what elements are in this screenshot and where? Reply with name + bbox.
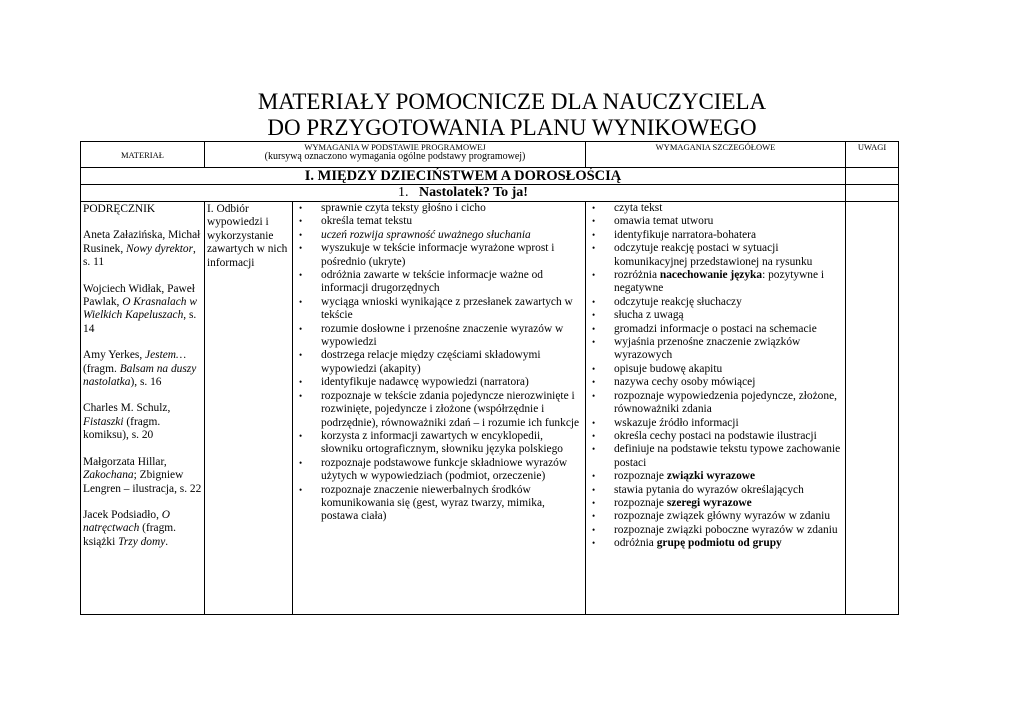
material-title: Fistaszki: [83, 415, 124, 428]
bullet-icon: •: [299, 457, 303, 468]
detailed-item: [588, 524, 843, 537]
bullet-icon: •: [592, 323, 596, 334]
requirement-text: korzysta z informacji zawartych w encyklopedii, słowniku ortograficznym, słowniku języka polskiego: [321, 429, 564, 456]
material-heading: PODRĘCZNIK: [83, 203, 156, 215]
material-author: Jacek Podsiadło,: [83, 508, 162, 521]
detailed-text: rozpoznaje: [614, 496, 667, 509]
requirement-item: [295, 484, 583, 524]
detailed-text: rozpoznaje związki poboczne wyrazów w zdaniu: [614, 523, 838, 536]
requirement-item: [295, 242, 583, 269]
detailed-item: [588, 497, 843, 510]
detailed-text: nazywa cechy osoby mówiącej: [614, 376, 756, 389]
bullet-icon: •: [299, 484, 303, 495]
requirement-item: [295, 376, 583, 389]
plan-table: [80, 141, 899, 615]
requirement-text: uczeń rozwija sprawność uważnego słuchania: [321, 228, 531, 241]
detailed-text: stawia pytania do wyrazów określających: [614, 483, 804, 496]
header-uwagi: UWAGI: [846, 142, 899, 168]
topic-number: 1.: [398, 185, 409, 200]
detailed-bold-term: szeregi wyrazowe: [666, 496, 752, 509]
bullet-icon: •: [592, 538, 596, 549]
requirement-text: określa temat tekstu: [321, 215, 413, 228]
section-title: I. MIĘDZY DZIECIŃSTWEM A DOROSŁOŚCIĄ: [81, 168, 846, 185]
detailed-text: rozpoznaje związek główny wyrazów w zdaniu: [614, 510, 831, 523]
detailed-text: słucha z uwagą: [614, 309, 684, 322]
detailed-item: [588, 309, 843, 322]
detailed-text: omawia temat utworu: [614, 215, 714, 228]
document-title-line-2: DO PRZYGOTOWANIA PLANU WYNIKOWEGO: [267, 115, 757, 140]
material-source-title: Balsam na duszy nastolatka: [83, 362, 197, 389]
detailed-item: [588, 215, 843, 228]
requirement-item: [295, 323, 583, 350]
bullet-icon: •: [299, 350, 303, 361]
detailed-text: rozpoznaje wypowiedzenia pojedyncze, złożone, równoważniki zdania: [614, 389, 837, 416]
requirement-item: [295, 349, 583, 376]
bullet-icon: •: [592, 417, 596, 428]
detailed-text: odczytuje reakcję słuchaczy: [614, 295, 742, 308]
material-author: Charles M. Schulz,: [83, 402, 171, 415]
bullet-icon: •: [592, 216, 596, 227]
bullet-icon: •: [592, 270, 596, 281]
material-entry: [83, 349, 202, 389]
requirement-text: rozpoznaje znaczenie niewerbalnych środków komunikowania się (gest, wyraz twarzy, mimika, postawa ciała): [321, 483, 545, 523]
requirements-list: [295, 202, 583, 524]
material-page: , s. 11: [83, 242, 196, 269]
detailed-text: opisuje budowę akapitu: [614, 362, 723, 375]
detailed-text: gromadzi informacje o postaci na schemacie: [614, 322, 817, 335]
detailed-item: [588, 269, 843, 296]
bullet-icon: •: [592, 484, 596, 495]
bullet-icon: •: [592, 444, 596, 455]
material-title: Zakochana: [83, 469, 134, 482]
detailed-item: [588, 363, 843, 376]
header-wymagania-podstawa-note: (kursywą oznaczono wymagania ogólne podstawy programowej): [264, 151, 526, 162]
bullet-icon: •: [299, 203, 303, 213]
bullet-icon: •: [592, 337, 596, 348]
requirement-item: [295, 430, 583, 457]
detailed-item: [588, 443, 843, 470]
material-note: (fragm. książki: [83, 522, 176, 548]
detailed-text: wyjaśnia przenośne znaczenie związków wyrazowych: [614, 336, 801, 362]
detailed-item: [588, 242, 843, 269]
material-author: Wojciech Widłak, Paweł Pawlak,: [83, 282, 195, 309]
bullet-icon: •: [592, 296, 596, 307]
document-title-line-1: MATERIAŁY POMOCNICZE DLA NAUCZYCIELA: [257, 89, 767, 114]
detailed-item: [588, 376, 843, 389]
detailed-item: [588, 202, 843, 215]
detailed-text: rozpoznaje: [614, 470, 667, 483]
material-cell: [81, 202, 205, 615]
requirement-text: rozpoznaje podstawowe funkcje składniowe wyrazów użytych w wypowiedziach (podmiot, orzeczenie): [321, 456, 568, 483]
detailed-text: wskazuje źródło informacji: [614, 416, 739, 429]
requirement-text: dostrzega relacje między częściami składowymi wypowiedzi (akapity): [321, 349, 541, 375]
material-entry: [83, 456, 202, 496]
requirement-text: wyszukuje w tekście informacje wyrażone wprost i pośrednio (ukryte): [321, 242, 555, 268]
odbior-cell: I. Odbiór wypowiedzi i wykorzystanie zawartych w nich informacji: [205, 202, 293, 615]
material-title: Nowy dyrektor: [126, 242, 194, 255]
detailed-bold-term: nacechowanie języka: [659, 269, 763, 282]
material-page: ), s. 16: [130, 376, 162, 389]
bullet-icon: •: [299, 229, 303, 240]
material-entry: [83, 283, 202, 337]
detailed-text: identyfikuje narratora-bohatera: [614, 228, 757, 241]
requirement-text: rozumie dosłowne i przenośne znaczenie wyrazów w wypowiedzi: [321, 322, 564, 349]
detailed-text: odczytuje reakcję postaci w sytuacji komunikacyjnej przedstawionej na rysunku: [614, 242, 813, 268]
requirement-text: wyciąga wnioski wynikające z przesłanek zawartych w tekście: [321, 295, 573, 322]
bullet-icon: •: [592, 524, 596, 535]
detailed-requirements-list: [588, 202, 843, 551]
bullet-icon: •: [299, 377, 303, 388]
bullet-icon: •: [592, 430, 596, 441]
material-author: Aneta Załazińska, Michał Rusinek,: [83, 229, 201, 255]
detailed-item: [588, 390, 843, 417]
bullet-icon: •: [299, 323, 303, 334]
detailed-text: określa cechy postaci na podstawie ilustracji: [614, 429, 817, 442]
header-wymagania-podstawa: [205, 142, 586, 168]
detailed-item: [588, 484, 843, 497]
detailed-cell: [586, 202, 846, 615]
bullet-icon: •: [592, 390, 596, 401]
requirement-item: [295, 269, 583, 296]
detailed-text: definiuje na podstawie tekstu typowe zachowanie postaci: [614, 443, 841, 469]
material-entry: [83, 509, 202, 549]
detailed-item: [588, 229, 843, 242]
material-page: ; Zbigniew Lengren – ilustracja, s. 22: [83, 469, 202, 495]
bullet-icon: •: [592, 243, 596, 254]
bullet-icon: •: [592, 310, 596, 321]
material-note: (fragm.: [83, 362, 120, 375]
detailed-item: [588, 430, 843, 443]
requirement-item: [295, 390, 583, 430]
header-wymagania-szczegolowe: WYMAGANIA SZCZEGÓŁOWE: [586, 142, 846, 168]
requirement-text: odróżnia zawarte w tekście informacje ważne od informacji drugorzędnych: [321, 269, 544, 295]
detailed-item: [588, 510, 843, 523]
material-title: Jestem…: [145, 349, 187, 362]
requirement-item: [295, 229, 583, 242]
material-entry: [83, 229, 202, 269]
bullet-icon: •: [592, 497, 596, 508]
material-page: , s. 14: [83, 309, 197, 335]
uwagi-cell: [846, 202, 899, 615]
requirement-item: [295, 215, 583, 228]
topic-uwagi-cell: [846, 185, 899, 202]
material-source-title: Trzy domy: [118, 535, 166, 548]
detailed-text-end: : pozytywne i negatywne: [614, 269, 825, 295]
detailed-text: odróżnia: [614, 537, 657, 550]
bullet-icon: •: [299, 270, 303, 281]
detailed-bold-term: związki wyrazowe: [666, 470, 756, 483]
bullet-icon: •: [299, 430, 303, 441]
material-page: (fragm. komiksu), s. 20: [83, 415, 161, 442]
detailed-item: [588, 296, 843, 309]
topic-title: [81, 185, 846, 202]
header-material: MATERIAŁ: [81, 142, 205, 168]
detailed-item: [588, 470, 843, 483]
bullet-icon: •: [592, 471, 596, 482]
bullet-icon: •: [299, 243, 303, 254]
detailed-text: rozróżnia: [614, 269, 660, 282]
material-page: .: [165, 535, 169, 548]
material-author: Małgorzata Hillar,: [83, 455, 167, 468]
material-author: Amy Yerkes,: [83, 349, 146, 362]
bullet-icon: •: [592, 511, 596, 522]
material-entry: [83, 402, 202, 442]
bullet-icon: •: [299, 390, 303, 401]
requirement-text: identyfikuje nadawcę wypowiedzi (narratora): [321, 376, 529, 389]
requirement-item: [295, 202, 583, 215]
detailed-text: czyta tekst: [614, 202, 663, 214]
requirement-item: [295, 296, 583, 323]
detailed-item: [588, 336, 843, 363]
material-title: O natręctwach: [83, 508, 171, 535]
bullet-icon: •: [592, 377, 596, 388]
bullet-icon: •: [592, 229, 596, 240]
header-wymagania-podstawa-title: WYMAGANIA W PODSTAWIE PROGRAMOWEJ: [304, 142, 486, 152]
requirement-text: rozpoznaje w tekście zdania pojedyncze nierozwinięte i rozwinięte, pojedyncze i złożone (współrzędnie i podrzędnie), równoważniki zdań – i rozumie ich funkcje: [321, 389, 580, 429]
requirement-text: sprawnie czyta teksty głośno i cicho: [321, 202, 486, 214]
detailed-bold-term: grupę podmiotu od grupy: [656, 537, 782, 550]
bullet-icon: •: [592, 203, 596, 213]
detailed-item: [588, 323, 843, 336]
requirement-item: [295, 457, 583, 484]
section-uwagi-cell: [846, 168, 899, 185]
detailed-item: [588, 537, 843, 550]
topic-name: Nastolatek? To ja!: [419, 185, 528, 200]
detailed-item: [588, 417, 843, 430]
bullet-icon: •: [299, 296, 303, 307]
bullet-icon: •: [592, 363, 596, 374]
requirements-cell: [293, 202, 586, 615]
material-title: O Krasnalach w Wielkich Kapeluszach: [83, 296, 197, 322]
bullet-icon: •: [299, 216, 303, 227]
